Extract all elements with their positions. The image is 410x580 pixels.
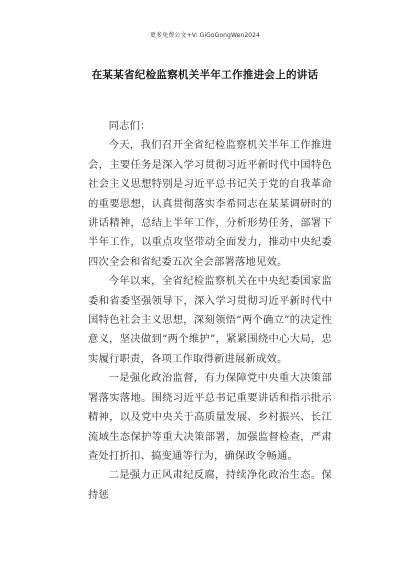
document-body (88, 117, 332, 505)
header-note: 更多免费公文+V: GiGoGongWen2024 (150, 32, 260, 39)
paragraph-2: 今年以来，全省纪检监察机关在中央纪委国家监委和省委坚强领导下，深入学习贯彻习近平新时代中国特色社会主义思想，深刻领悟“两个确立”的决定性意义，坚决做到“两个维护”，紧紧围绕中心大局，忠实履行职责，各项工作取得新进展新成效。 (88, 275, 332, 365)
paragraph-1: 今天，我们召开全省纪检监察机关半年工作推进会，主要任务是深入学习贯彻习近平新时代中国特色社会主义思想特别是习近平总书记关于党的自我革命的重要思想，认真贯彻落实李希同志在某某调研时的讲话精神，总结上半年工作，分析形势任务，部署下半年工作，以重点攻坚带动全面发力，推动中央纪委四次全会和省纪委五次全会部署落地见效。 (88, 139, 332, 268)
paragraph-3: 一是强化政治监督，有力保障党中央重大决策部署落实落地。围绕习近平总书记重要讲话和指示批示精神，以及党中央关于高质量发展、乡村振兴、长江流域生态保护等重大决策部署，加强监督检查，严肃查处打折扣、搞变通等行为，确保政令畅通。 (88, 372, 332, 462)
greeting: 同志们： (108, 120, 151, 132)
page-title: 在某某省纪检监察机关半年工作推进会上的讲话 (91, 69, 319, 81)
paragraph-4: 二是强力正风肃纪反腐，持续净化政治生态。保持惩 (88, 469, 332, 501)
